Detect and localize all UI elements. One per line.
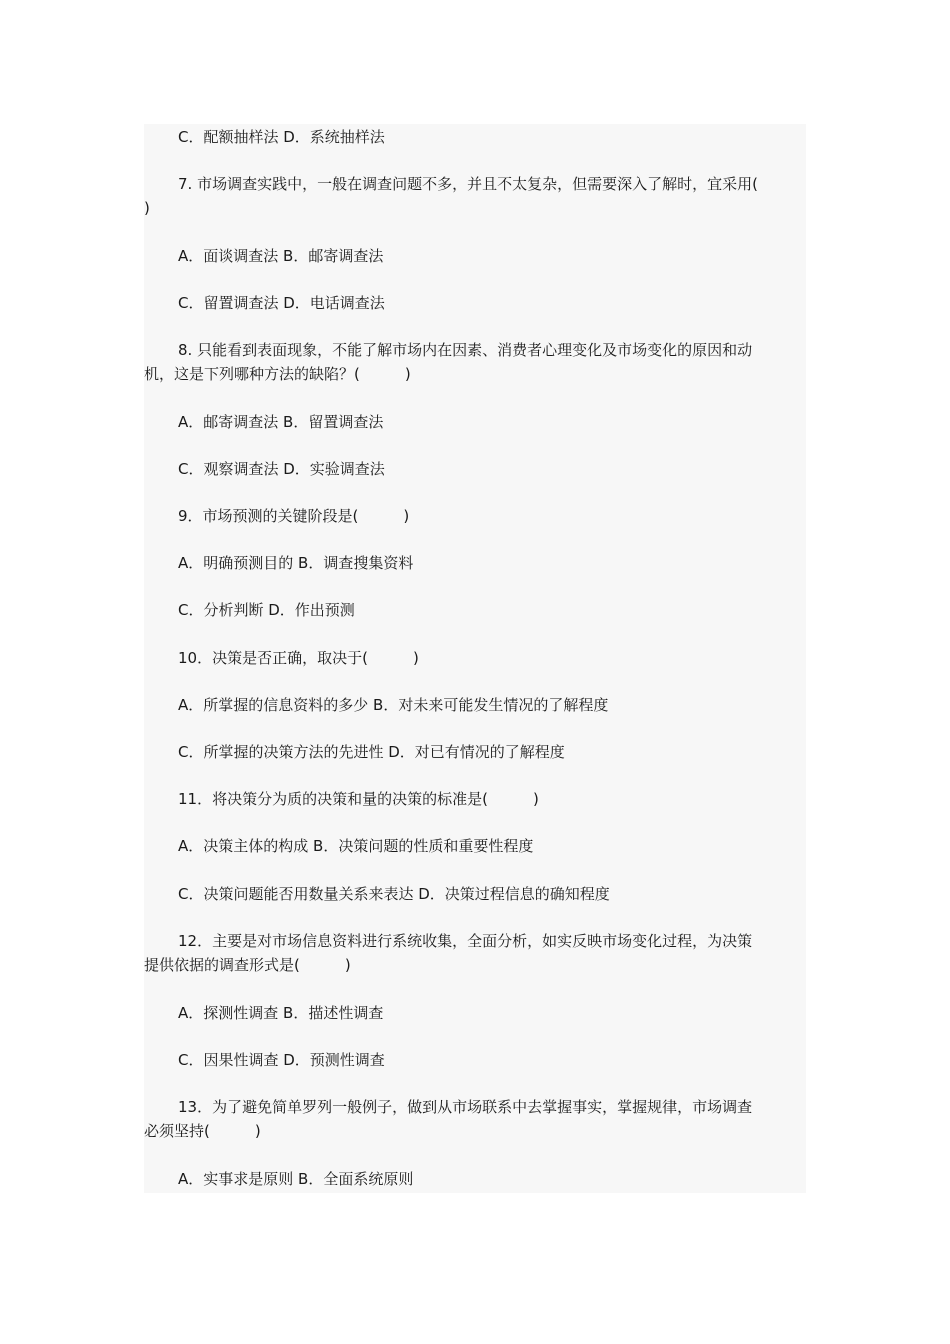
question-13: 13．为了避免简单罗列一般例子，做到从市场联系中去掌握事实，掌握规律，市场调查 [178,1098,753,1116]
option-line: C．决策问题能否用数量关系来表达 D．决策过程信息的确知程度 [178,885,610,903]
question-content [144,124,806,1193]
question-8-cont: 机，这是下列哪种方法的缺陷？( ) [144,365,411,383]
option-line: A．明确预测目的 B．调查搜集资料 [178,554,414,572]
question-12: 12．主要是对市场信息资料进行系统收集，全面分析，如实反映市场变化过程，为决策 [178,932,753,950]
option-line: A．所掌握的信息资料的多少 B．对未来可能发生情况的了解程度 [178,696,609,714]
option-line: A．决策主体的构成 B．决策问题的性质和重要性程度 [178,837,534,855]
option-line: C．配额抽样法 D．系统抽样法 [178,128,385,146]
option-line: C．所掌握的决策方法的先进性 D．对已有情况的了解程度 [178,743,565,761]
option-line: C．分析判断 D．作出预测 [178,601,355,619]
option-line: A．实事求是原则 B．全面系统原则 [178,1170,414,1188]
option-line: C．观察调查法 D．实验调查法 [178,460,385,478]
question-10: 10．决策是否正确，取决于( ) [178,649,419,667]
option-line: C．留置调查法 D．电话调查法 [178,294,385,312]
option-line: A．探测性调查 B．描述性调查 [178,1004,384,1022]
question-9: 9．市场预测的关键阶段是( ) [178,507,410,525]
question-7: 7. 市场调查实践中，一般在调查问题不多，并且不太复杂，但需要深入了解时，宜采用( [178,175,758,193]
option-line: A．邮寄调查法 B．留置调查法 [178,413,384,431]
question-7-cont: ) [144,199,150,217]
question-8: 8. 只能看到表面现象，不能了解市场内在因素、消费者心理变化及市场变化的原因和动 [178,341,753,359]
question-11: 11．将决策分为质的决策和量的决策的标准是( ) [178,790,539,808]
option-line: A．面谈调查法 B．邮寄调查法 [178,247,384,265]
question-13-cont: 必须坚持( ) [144,1122,261,1140]
question-12-cont: 提供依据的调查形式是( ) [144,956,351,974]
option-line: C．因果性调查 D．预测性调查 [178,1051,385,1069]
